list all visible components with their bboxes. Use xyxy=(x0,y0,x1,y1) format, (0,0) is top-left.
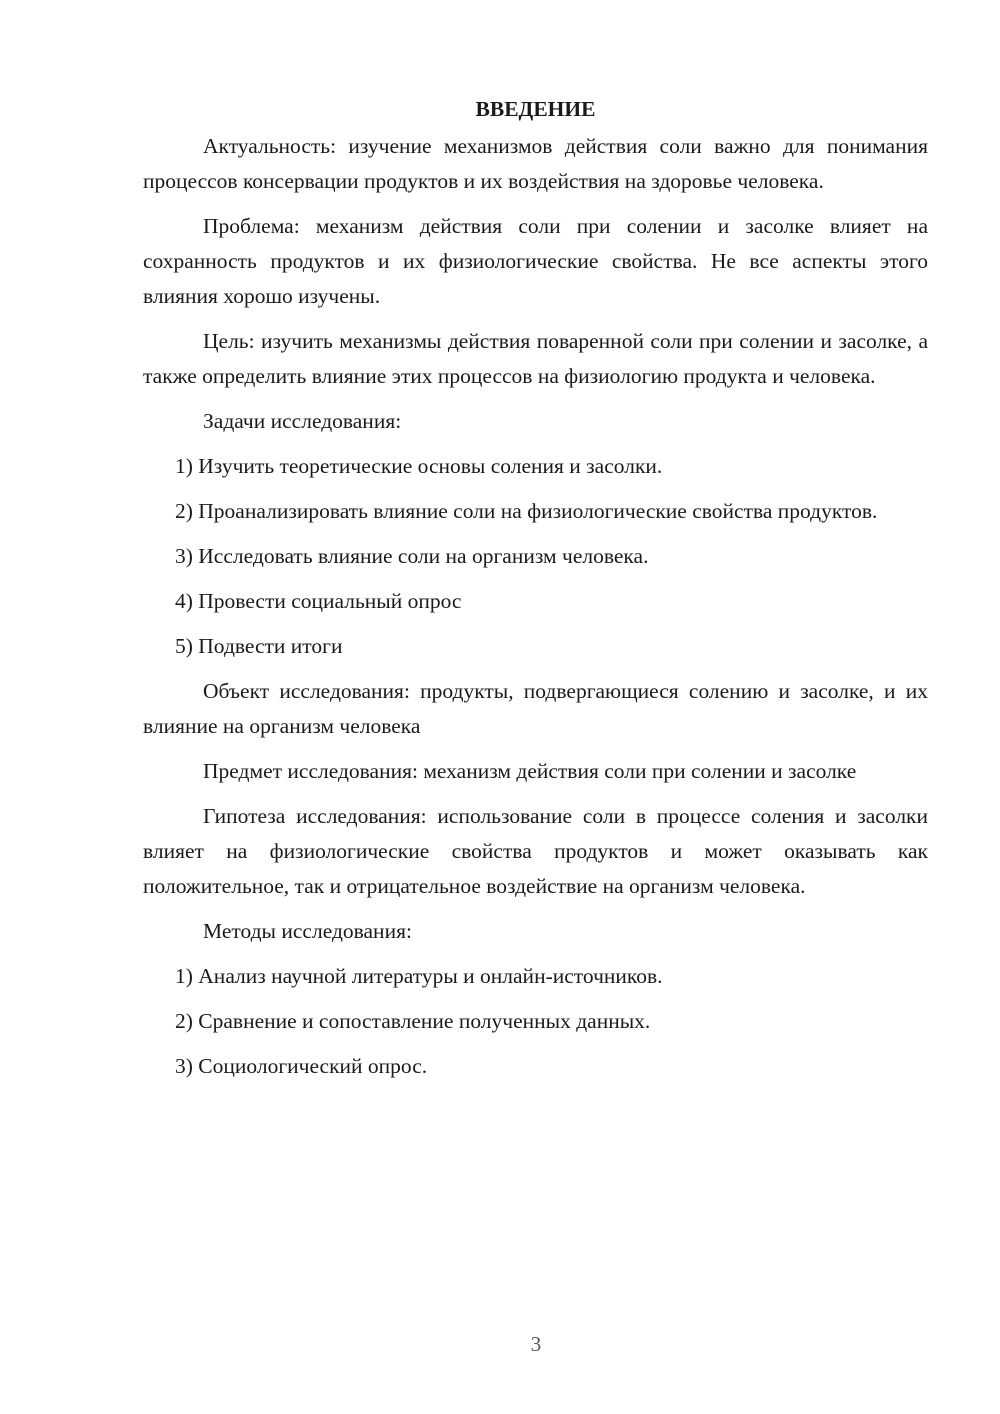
task-item: 1) Изучить теоретические основы соления и засолки. xyxy=(175,454,663,478)
tasks-title: Задачи исследования: xyxy=(203,409,402,433)
method-item: 3) Социологический опрос. xyxy=(175,1054,428,1078)
paragraph-subject: Предмет исследования: механизм действия соли при солении и засолке xyxy=(203,759,857,783)
paragraph-relevance: Актуальность: изучение механизмов действия соли важно для понимания процессов консервации продуктов и их воздействия на здоровье человека. xyxy=(143,134,928,193)
page-title: ВВЕДЕНИЕ xyxy=(475,97,596,121)
method-item: 1) Анализ научной литературы и онлайн-источников. xyxy=(175,964,663,988)
task-item: 5) Подвести итоги xyxy=(175,634,343,658)
page-number: 3 xyxy=(530,1332,542,1356)
method-item: 2) Сравнение и сопоставление полученных данных. xyxy=(175,1009,651,1033)
methods-title: Методы исследования: xyxy=(203,919,412,943)
task-item: 4) Провести социальный опрос xyxy=(175,589,462,613)
task-item: 3) Исследовать влияние соли на организм человека. xyxy=(175,544,649,568)
paragraph-goal: Цель: изучить механизмы действия поваренной соли при солении и засолке, а также определить влияние этих процессов на физиологию продукта и человека. xyxy=(143,329,928,388)
task-item: 2) Проанализировать влияние соли на физиологические свойства продуктов. xyxy=(175,499,878,523)
paragraph-object: Объект исследования: продукты, подвергающиеся солению и засолке, и их влияние на организм человека xyxy=(143,679,928,738)
paragraph-hypothesis: Гипотеза исследования: использование соли в процессе соления и засолки влияет на физиологические свойства продуктов и может оказывать как положительное, так и отрицательное воздействие на организм человека. xyxy=(143,804,928,898)
document-page xyxy=(143,92,928,1094)
paragraph-problem: Проблема: механизм действия соли при солении и засолке влияет на сохранность продуктов и их физиологические свойства. Не все аспекты этого влияния хорошо изучены. xyxy=(143,214,928,308)
